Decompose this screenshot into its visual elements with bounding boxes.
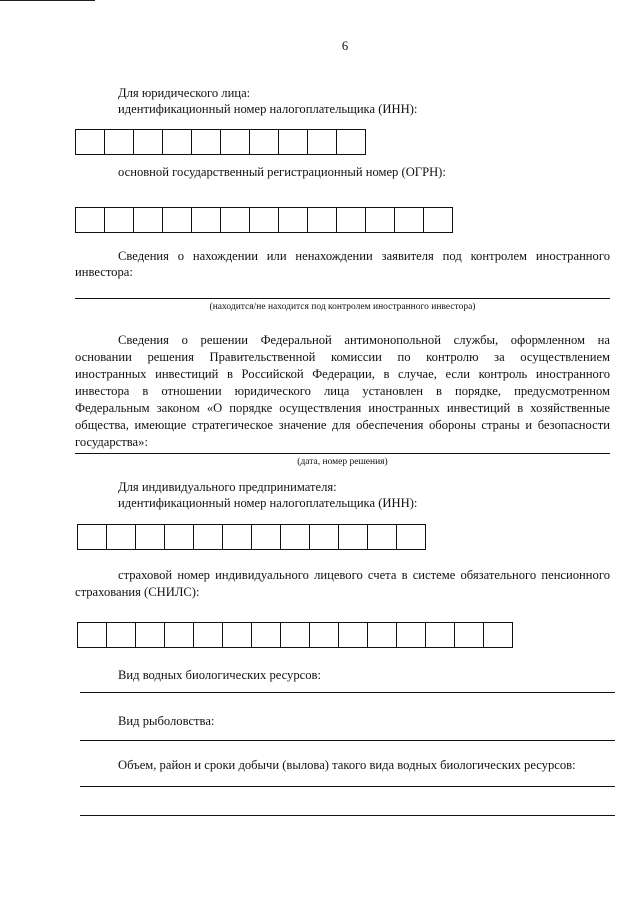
digit-cell[interactable] — [136, 623, 165, 647]
entrepreneur-heading: Для индивидуального предпринимателя: — [118, 480, 337, 494]
fas-decision-line7: государства»: — [75, 435, 148, 449]
digit-cell[interactable] — [279, 130, 308, 154]
digit-cell[interactable] — [310, 525, 339, 549]
digit-cell[interactable] — [134, 130, 163, 154]
fas-decision-answer-line[interactable] — [75, 453, 610, 454]
volume-label: Объем, район и сроки добычи (вылова) такого вида водных биологических ресурсов: — [118, 758, 576, 772]
entrepreneur-inn-label: идентификационный номер налогоплательщика (ИНН): — [118, 496, 418, 510]
digit-cell[interactable] — [397, 623, 426, 647]
entrepreneur-snils-line2: страхования (СНИЛС): — [75, 585, 200, 599]
digit-cell[interactable] — [339, 623, 368, 647]
legal-entity-inn-cells[interactable] — [75, 129, 366, 155]
digit-cell[interactable] — [192, 208, 221, 232]
digit-cell[interactable] — [78, 525, 107, 549]
bio-resource-label: Вид водных биологических ресурсов: — [118, 668, 321, 682]
legal-entity-inn-label: идентификационный номер налогоплательщика (ИНН): — [118, 102, 418, 116]
page-number: 6 — [341, 39, 349, 53]
fas-decision-line3: иностранных инвестиций в Российской Федерации, в случае, если контроль иностранного — [75, 367, 610, 381]
fas-decision-line5: Федеральным законом «О порядке осуществления иностранных инвестиций в хозяйственные — [75, 401, 610, 415]
legal-entity-ogrn-cells[interactable] — [75, 207, 453, 233]
digit-cell[interactable] — [105, 130, 134, 154]
digit-cell[interactable] — [252, 525, 281, 549]
digit-cell[interactable] — [136, 525, 165, 549]
digit-cell[interactable] — [424, 208, 453, 232]
digit-cell[interactable] — [250, 208, 279, 232]
digit-cell[interactable] — [134, 208, 163, 232]
digit-cell[interactable] — [107, 623, 136, 647]
digit-cell[interactable] — [78, 623, 107, 647]
digit-cell[interactable] — [223, 623, 252, 647]
digit-cell[interactable] — [192, 130, 221, 154]
digit-cell[interactable] — [223, 525, 252, 549]
bio-resource-answer-line[interactable] — [80, 692, 615, 693]
digit-cell[interactable] — [221, 208, 250, 232]
digit-cell[interactable] — [163, 130, 192, 154]
digit-cell[interactable] — [455, 623, 484, 647]
foreign-control-caption: (находится/не находится под контролем иностранного инвестора) — [209, 302, 476, 312]
foreign-control-intro-line2: инвестора: — [75, 265, 133, 279]
digit-cell[interactable] — [397, 525, 426, 549]
foreign-control-intro-line1: Сведения о нахождении или ненахождении заявителя под контролем иностранного — [118, 249, 610, 263]
legal-entity-heading: Для юридического лица: — [118, 86, 251, 100]
digit-cell[interactable] — [337, 130, 366, 154]
digit-cell[interactable] — [194, 525, 223, 549]
fas-decision-line1: Сведения о решении Федеральной антимонопольной службы, оформленном на — [118, 333, 610, 347]
digit-cell[interactable] — [426, 623, 455, 647]
digit-cell[interactable] — [281, 623, 310, 647]
fas-decision-line6: общества, имеющие стратегическое значение для обеспечения обороны страны и безопасности — [75, 418, 610, 432]
digit-cell[interactable] — [368, 525, 397, 549]
digit-cell[interactable] — [252, 623, 281, 647]
digit-cell[interactable] — [107, 525, 136, 549]
legal-entity-ogrn-label: основной государственный регистрационный номер (ОГРН): — [118, 165, 446, 179]
digit-cell[interactable] — [310, 623, 339, 647]
entrepreneur-snils-line1: страховой номер индивидуального лицевого счета в системе обязательного пенсионного — [118, 568, 610, 582]
fas-decision-line4: инвестора в отношении юридического лица установлен в порядке, предусмотренном — [75, 384, 610, 398]
digit-cell[interactable] — [308, 130, 337, 154]
digit-cell[interactable] — [339, 525, 368, 549]
entrepreneur-inn-cells[interactable] — [77, 524, 426, 550]
digit-cell[interactable] — [484, 623, 513, 647]
digit-cell[interactable] — [281, 525, 310, 549]
header-rule — [0, 0, 95, 1]
digit-cell[interactable] — [221, 130, 250, 154]
digit-cell[interactable] — [165, 525, 194, 549]
digit-cell[interactable] — [250, 130, 279, 154]
fas-decision-caption: (дата, номер решения) — [297, 457, 388, 467]
digit-cell[interactable] — [194, 623, 223, 647]
fishing-type-answer-line[interactable] — [80, 740, 615, 741]
digit-cell[interactable] — [395, 208, 424, 232]
volume-answer-line-1[interactable] — [80, 786, 615, 787]
fishing-type-label: Вид рыболовства: — [118, 714, 215, 728]
volume-answer-line-2[interactable] — [80, 815, 615, 816]
digit-cell[interactable] — [165, 623, 194, 647]
digit-cell[interactable] — [76, 208, 105, 232]
digit-cell[interactable] — [279, 208, 308, 232]
entrepreneur-snils-cells[interactable] — [77, 622, 513, 648]
digit-cell[interactable] — [76, 130, 105, 154]
digit-cell[interactable] — [163, 208, 192, 232]
digit-cell[interactable] — [308, 208, 337, 232]
foreign-control-answer-line[interactable] — [75, 298, 610, 299]
digit-cell[interactable] — [337, 208, 366, 232]
fas-decision-line2: основании решения Правительственной комиссии по контролю за осуществлением — [75, 350, 610, 364]
digit-cell[interactable] — [366, 208, 395, 232]
digit-cell[interactable] — [368, 623, 397, 647]
digit-cell[interactable] — [105, 208, 134, 232]
